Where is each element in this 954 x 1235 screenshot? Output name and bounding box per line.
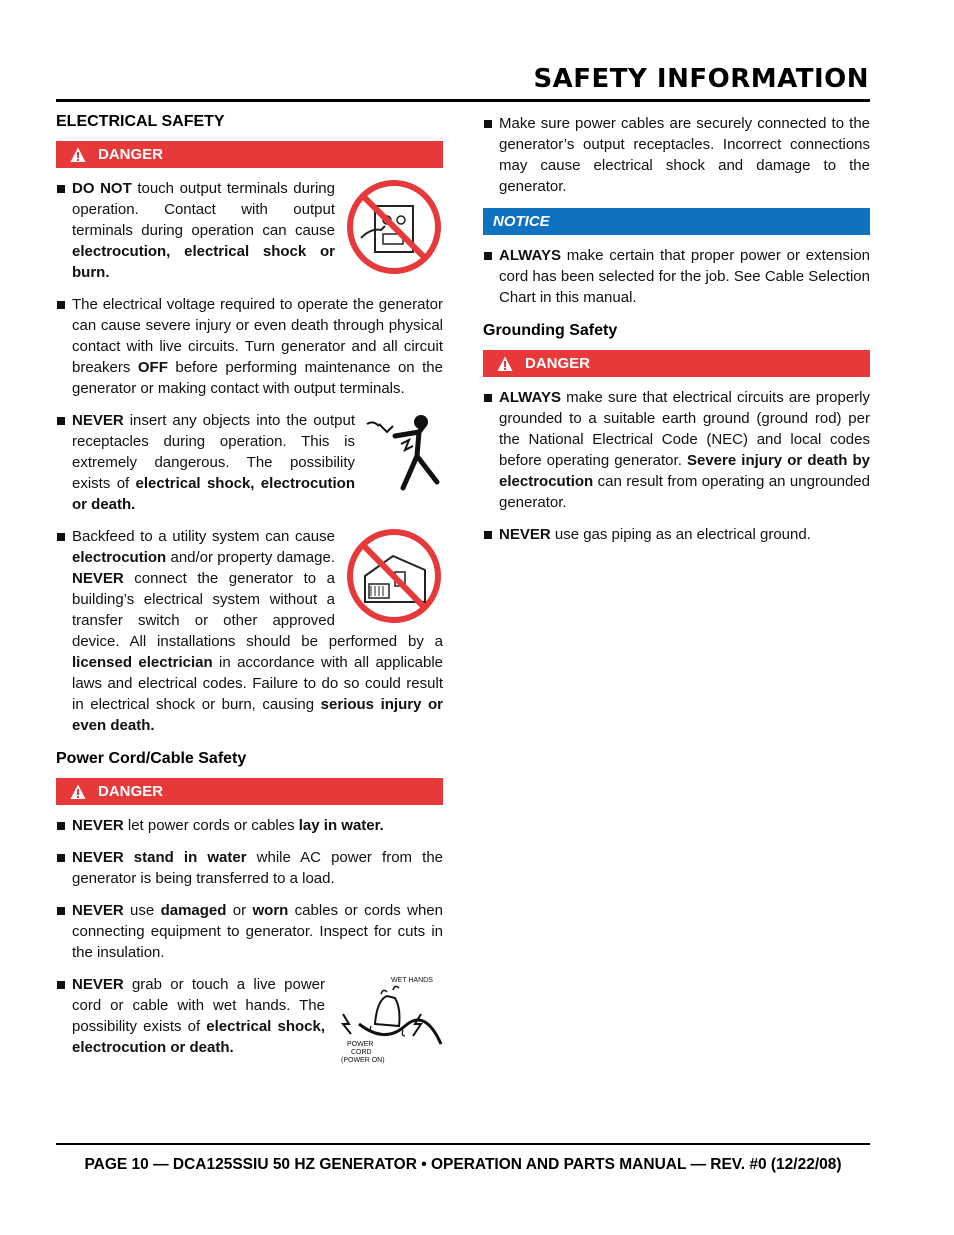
no-backfeed-icon [345,526,443,626]
section-heading-grounding-safety: Grounding Safety [483,322,618,339]
danger-banner [56,141,443,168]
right-column [483,113,870,556]
warning-triangle-icon [70,147,86,163]
list-item: NEVER let power cords or cables lay in water. [56,815,443,836]
list-item: NEVER stand in water while AC power from the generator is being transferred to a load. [56,847,443,889]
danger-label: DANGER [98,783,164,800]
list-item: WET HANDS POWER CORD (POWER ON) NEVER grab or touch a live power cord or cable with wet hands. The possibility exists of electrical shock, electrocution or death. [56,974,443,1058]
list-item: NEVER use gas piping as an electrical ground. [483,524,870,545]
warning-triangle-icon [497,356,513,372]
page-title: SAFETY INFORMATION [533,64,869,94]
header-rule [56,99,870,102]
electric-shock-person-icon [365,410,443,492]
list-item: NEVER insert any objects into the output receptacles during operation. This is extremely dangerous. The possibility exists of electrical shock, electrocution or death. [56,410,443,515]
danger-banner [56,778,443,805]
list-item: DO NOT touch output terminals during operation. Contact with output terminals during operation can cause electrocution, electrical shock or burn. [56,178,443,283]
danger-label: DANGER [525,355,591,372]
list-item: Make sure power cables are securely connected to the generator’s output receptacles. Incorrect connections may cause electrical shock and damage to the generator. [483,113,870,197]
wet-hands-label: WET HANDS [391,977,433,984]
danger-label: DANGER [98,146,164,163]
list-item: Backfeed to a utility system can cause electrocution and/or property damage. NEVER connect the generator to a building’s electrical system without a transfer switch or other approved device. All installations should be performed by a licensed electrician in accordance with all applicable laws and electrical codes. Failure to do so could result in electrical shock or burn, causing serious injury or even death. [56,526,443,736]
page-footer: PAGE 10 — DCA125SSIU 50 HZ GENERATOR • OPERATION AND PARTS MANUAL — REV. #0 (12/22/08) [84,1156,842,1173]
footer-rule [56,1143,870,1145]
section-heading-electrical-safety: ELECTRICAL SAFETY [56,113,225,130]
notice-banner [483,208,870,235]
power-cord-label-3: (POWER ON) [341,1057,385,1064]
power-cord-label-2: CORD [351,1049,372,1056]
section-heading-power-cord: Power Cord/Cable Safety [56,750,247,767]
wet-hands-power-cord-icon [335,974,443,1066]
no-touch-terminals-icon [345,178,443,276]
list-item: ALWAYS make sure that electrical circuits are properly grounded to a suitable earth ground (ground rod) per the National Electrical Code (NEC) and local codes before operating generator. Severe injury or death by electrocution can result from operating an ungrounded generator. [483,387,870,513]
list-item: NEVER use damaged or worn cables or cords when connecting equipment to generator. Inspect for cuts in the insulation. [56,900,443,963]
list-item: The electrical voltage required to operate the generator can cause severe injury or even death through physical contact with live circuits. Turn generator and all circuit breakers OFF before performing maintenance on the generator or making contact with output terminals. [56,294,443,399]
warning-triangle-icon [70,784,86,800]
power-cord-label-1: POWER [347,1041,374,1048]
list-item: ALWAYS make certain that proper power or extension cord has been selected for the job. See Cable Selection Chart in this manual. [483,245,870,308]
notice-label: NOTICE [493,213,550,230]
left-column [56,113,443,1070]
danger-banner [483,350,870,377]
